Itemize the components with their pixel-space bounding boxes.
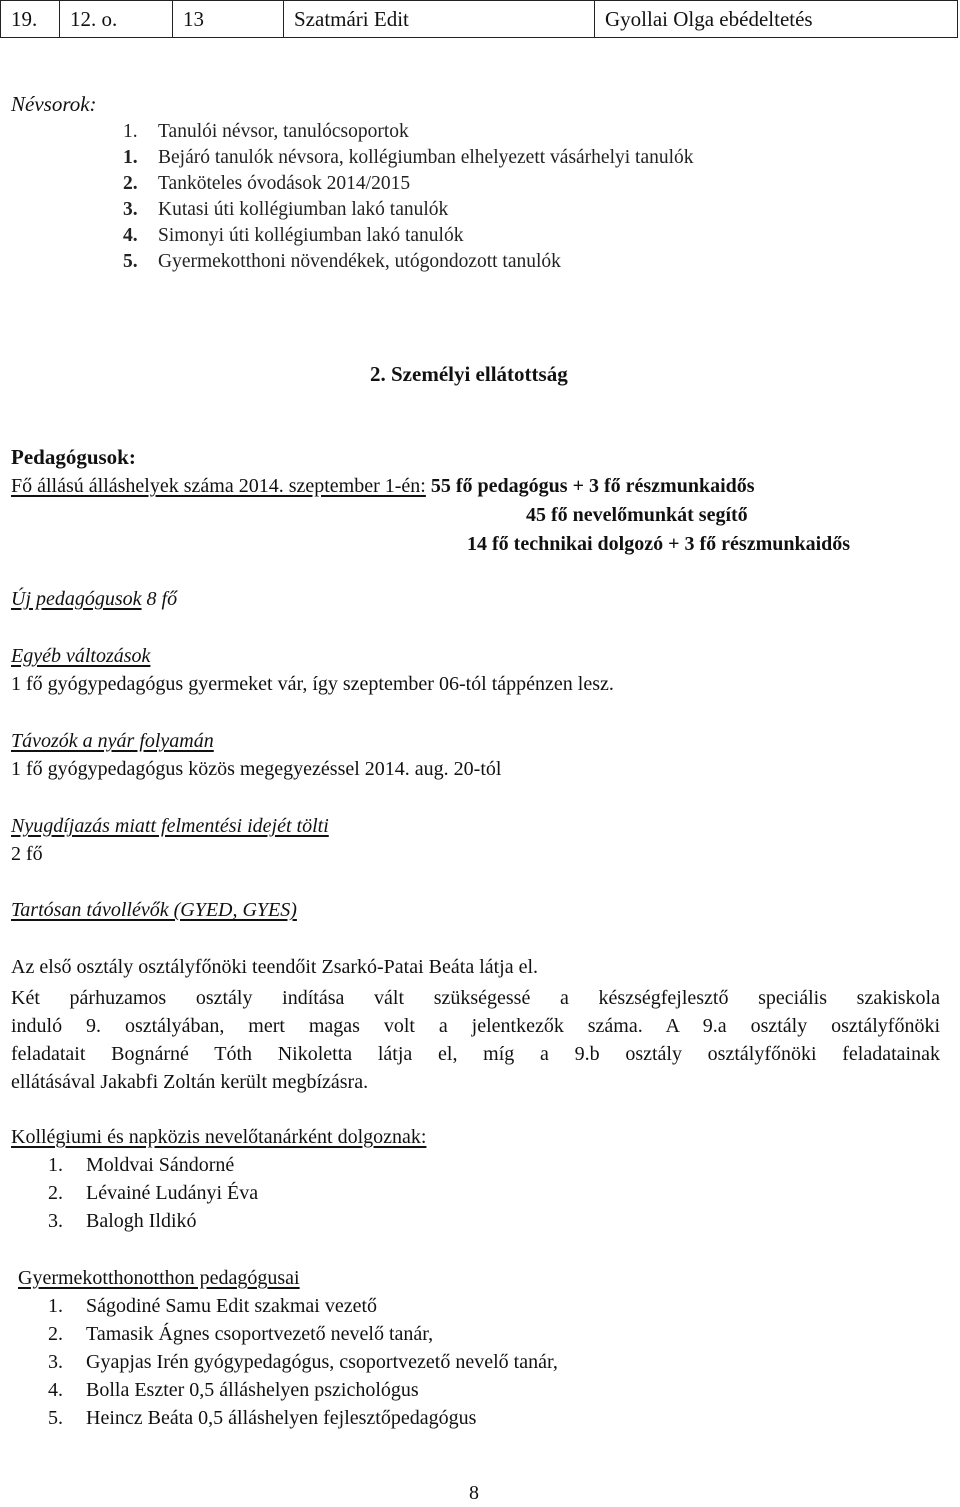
list-number: 2.	[123, 173, 138, 194]
table-cell: 12. o.	[60, 1, 173, 38]
list-text: Kutasi úti kollégiumban lakó tanulók	[158, 199, 449, 220]
list-number: 1.	[123, 121, 138, 142]
list-item	[123, 121, 409, 143]
list-item	[48, 1379, 419, 1402]
nevsor-title: Névsorok:	[11, 92, 97, 116]
nyugdij-text: 2 fő	[11, 843, 43, 865]
list-number: 3.	[123, 199, 138, 220]
pedagogusok-title: Pedagógusok:	[11, 445, 136, 469]
list-text: Gyermekotthoni növendékek, utógondozott tanulók	[158, 251, 561, 272]
paragraph	[11, 984, 940, 1096]
top-table	[0, 0, 958, 38]
list-text: Heincz Beáta 0,5 álláshelyen fejlesztőpedagógus	[86, 1407, 477, 1429]
list-text: Lévainé Ludányi Éva	[86, 1182, 259, 1204]
paragraph-row: ellátásával Jakabfi Zoltán került megbízásra.	[11, 1071, 369, 1093]
list-number: 1.	[48, 1154, 63, 1176]
paragraph-row: induló 9. osztályában, mert magas volt a jelentkezők száma. A 9.a osztály osztályfőnöki	[11, 1015, 940, 1037]
paragraph-row: feladatait Bognárné Tóth Nikoletta látja el, míg a 9.b osztály osztályfőnöki feladatainak	[11, 1043, 940, 1065]
list-item	[48, 1182, 258, 1205]
list-item	[48, 1210, 197, 1233]
list-text: Bolla Eszter 0,5 álláshelyen pszichológus	[86, 1379, 419, 1401]
egyeb-label: Egyéb változások	[11, 645, 151, 667]
page-number: 8	[469, 1482, 479, 1504]
list-number: 3.	[48, 1210, 63, 1232]
list-text: Tanulói névsor, tanulócsoportok	[158, 121, 409, 142]
list-item	[123, 199, 448, 221]
paragraph-row: Két párhuzamos osztály indítása vált szükségessé a készségfejlesztő speciális szakiskola	[11, 987, 940, 1009]
list-text: Balogh Ildikó	[86, 1210, 197, 1232]
list-text: Moldvai Sándorné	[86, 1154, 235, 1176]
table-cell: Gyollai Olga ebédeltetés	[595, 1, 958, 38]
list-item	[123, 147, 694, 169]
list-number: 4.	[123, 225, 138, 246]
list-number: 1.	[48, 1295, 63, 1317]
list-text: Tamasik Ágnes csoportvezető nevelő tanár,	[86, 1323, 434, 1345]
list-text: Tanköteles óvodások 2014/2015	[158, 173, 411, 194]
list-number: 5.	[48, 1407, 63, 1429]
list-number: 2.	[48, 1323, 63, 1345]
gyermekotthon-title: Gyermekotthonotthon pedagógusai	[18, 1267, 300, 1289]
list-item	[123, 173, 410, 195]
list-item	[48, 1351, 558, 1374]
table-cell: 19.	[1, 1, 60, 38]
list-item	[123, 251, 561, 273]
kollegium-title: Kollégiumi és napközis nevelőtanárként dolgoznak:	[11, 1126, 427, 1148]
section-heading: 2. Személyi ellátottság	[370, 362, 568, 386]
list-item	[123, 225, 463, 247]
list-number: 3.	[48, 1351, 63, 1373]
list-item	[48, 1323, 433, 1346]
nyugdij-label: Nyugdíjazás miatt felmentési idejét tölti	[11, 815, 329, 837]
staff-line-1	[11, 475, 755, 498]
uj-pedagogusok-label: Új pedagógusok	[11, 588, 142, 610]
table-cell: 13	[173, 1, 284, 38]
staff-line-2: 45 fő nevelőmunkát segítő	[526, 504, 748, 526]
tavozok-text: 1 fő gyógypedagógus közös megegyezéssel 2014. aug. 20-tól	[11, 758, 502, 780]
staff-count-1: 55 fő pedagógus + 3 fő részmunkaidős	[430, 475, 755, 497]
osztalyfonok-line: Az első osztály osztályfőnöki teendőit Zsarkó-Patai Beáta látja el.	[11, 956, 539, 978]
uj-pedagogusok-value: 8 fő	[146, 588, 178, 610]
list-item	[48, 1295, 377, 1318]
list-text: Ságodiné Samu Edit szakmai vezető	[86, 1295, 378, 1317]
list-item	[48, 1407, 476, 1430]
fo-allasu-label: Fő állású álláshelyek száma 2014. szeptember 1-én:	[11, 475, 426, 497]
list-number: 5.	[123, 251, 138, 272]
tartosan-label: Tartósan távollévők (GYED, GYES)	[11, 899, 297, 921]
list-number: 2.	[48, 1182, 63, 1204]
list-number: 4.	[48, 1379, 63, 1401]
egyeb-text: 1 fő gyógypedagógus gyermeket vár, így szeptember 06-tól táppénzen lesz.	[11, 673, 614, 695]
list-text: Gyapjas Irén gyógypedagógus, csoportvezető nevelő tanár,	[86, 1351, 558, 1373]
table-cell: Szatmári Edit	[284, 1, 595, 38]
table-row	[1, 1, 958, 38]
list-number: 1.	[123, 147, 138, 168]
tavozok-label: Távozók a nyár folyamán	[11, 730, 214, 752]
list-text: Bejáró tanulók névsora, kollégiumban elhelyezett vásárhelyi tanulók	[158, 147, 694, 168]
uj-pedagogusok	[11, 588, 177, 611]
staff-line-3: 14 fő technikai dolgozó + 3 fő részmunkaidős	[467, 533, 851, 555]
list-text: Simonyi úti kollégiumban lakó tanulók	[158, 225, 464, 246]
list-item	[48, 1154, 234, 1177]
